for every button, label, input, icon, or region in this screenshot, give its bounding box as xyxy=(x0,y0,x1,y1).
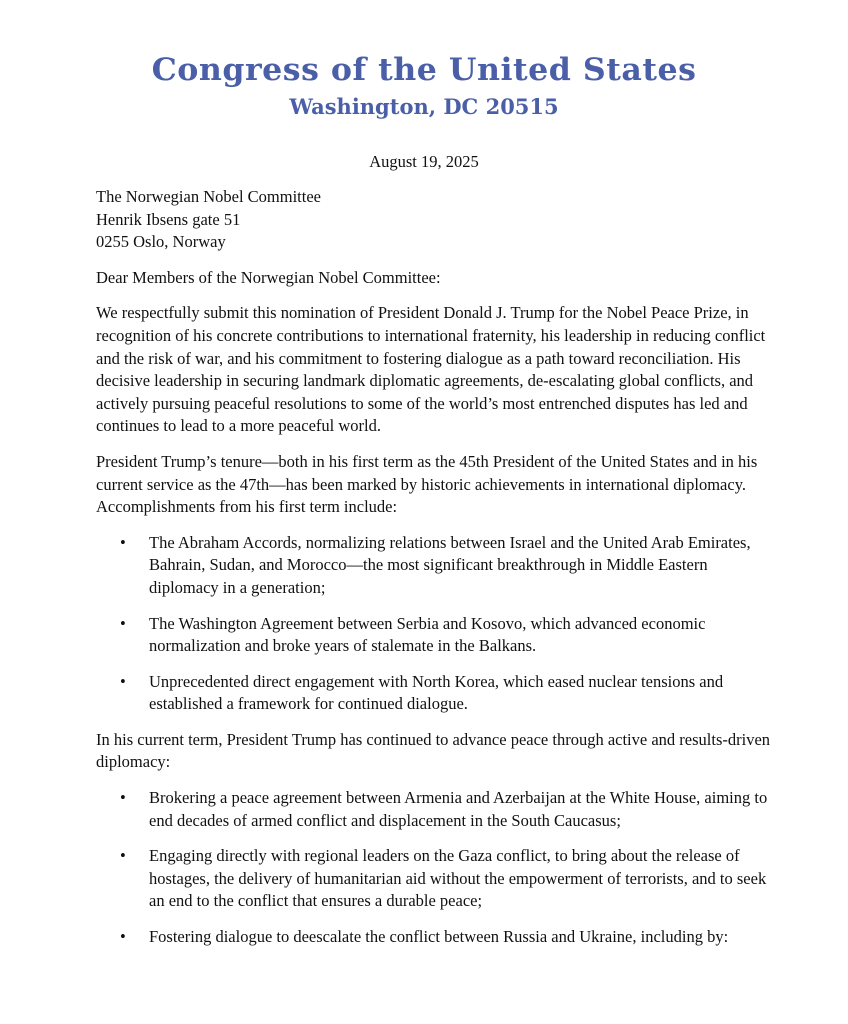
salutation: Dear Members of the Norwegian Nobel Committee: xyxy=(96,267,441,287)
list-item-text: Unprecedented direct engagement with North Korea, which eased nuclear tensions and established a framework for continued dialogue. xyxy=(149,671,724,714)
letterhead xyxy=(0,50,848,122)
letter-date: August 19, 2025 xyxy=(369,152,479,171)
bullet-icon: • xyxy=(120,788,126,808)
recipient-address xyxy=(96,186,776,254)
letterhead-subtitle: Washington, DC 20515 xyxy=(289,94,559,119)
list-item xyxy=(96,845,776,913)
address-line: Henrik Ibsens gate 51 xyxy=(96,209,241,229)
list-item-text: Fostering dialogue to deescalate the conflict between Russia and Ukraine, including by: xyxy=(149,927,729,947)
list-item-text: Brokering a peace agreement between Armenia and Azerbaijan at the White House, aiming to end decades of armed conflict and displacement in the South Caucasus; xyxy=(149,788,768,830)
list-item xyxy=(96,532,776,600)
bullet-icon: • xyxy=(120,671,126,691)
list-item-text: The Abraham Accords, normalizing relations between Israel and the United Arab Emirates, Bahrain, Sudan, and Morocco—the most significant breakthrough in Middle Eastern diplomacy in a generation; xyxy=(149,532,751,597)
list-item xyxy=(96,671,776,716)
bullet-icon: • xyxy=(120,613,126,633)
letter-body xyxy=(96,186,776,962)
list-item-text: Engaging directly with regional leaders on the Gaza conflict, to bring about the release of hostages, the delivery of humanitarian aid without the empowerment of terrorists, and to seek an end to the conflict that ensures a durable peace; xyxy=(149,846,767,911)
bullet-icon: • xyxy=(120,846,126,866)
letterhead-title: Congress of the United States xyxy=(151,52,697,88)
paragraph-tenure: President Trump’s tenure—both in his first term as the 45th President of the United States and in his current service as the 47th—has been marked by historic achievements in international diplomacy. Accomplishments from his first term include: xyxy=(96,451,758,517)
list-item xyxy=(96,787,776,832)
paragraph-intro: We respectfully submit this nomination of President Donald J. Trump for the Nobel Peace Prize, in recognition of his concrete contributions to international fraternity, his leadership in reducing conflict and the risk of war, and his commitment to fostering dialogue as a path toward reconciliation. His decisive leadership in securing landmark diplomatic agreements, de-escalating global conflicts, and actively pursuing peaceful resolutions to some of the world’s most entrenched disputes has led and continues to lead to a more peaceful world. xyxy=(96,303,766,436)
first-term-list xyxy=(96,532,776,716)
list-item xyxy=(96,926,776,949)
address-line: The Norwegian Nobel Committee xyxy=(96,187,321,206)
address-line: 0255 Oslo, Norway xyxy=(96,232,226,252)
bullet-icon: • xyxy=(120,927,126,947)
current-term-list xyxy=(96,787,776,949)
bullet-icon: • xyxy=(120,532,126,552)
list-item xyxy=(96,613,776,658)
paragraph-current-term: In his current term, President Trump has continued to advance peace through active and results-driven diplomacy: xyxy=(96,729,771,772)
list-item-text: The Washington Agreement between Serbia and Kosovo, which advanced economic normalization and broke years of stalemate in the Balkans. xyxy=(149,613,706,656)
